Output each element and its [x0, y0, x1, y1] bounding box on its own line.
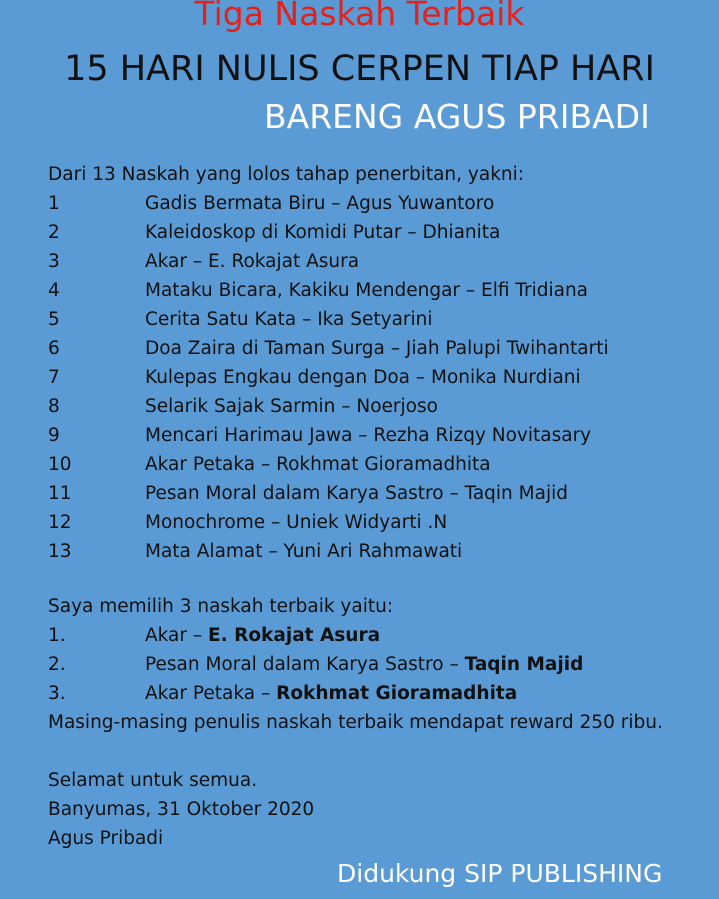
best-item-author: Rokhmat Gioramadhita: [276, 683, 518, 704]
list-item-text: Selarik Sajak Sarmin – Noerjoso: [145, 396, 438, 417]
manuscript-list: [48, 189, 609, 566]
list-item-number: 1: [48, 193, 60, 214]
list-item-number: 10: [48, 454, 72, 475]
list-item-text: Mataku Bicara, Kakiku Mendengar – Elfi Tridiana: [145, 280, 589, 301]
list-item-number: 13: [48, 541, 72, 562]
closing-block: [48, 766, 314, 853]
list-item-text: Akar Petaka – Rokhmat Gioramadhita: [145, 454, 491, 475]
list-item: [48, 537, 609, 566]
list-item-text: Monochrome – Uniek Widyarti .N: [145, 512, 448, 533]
best-list: [48, 621, 583, 708]
best-item-author: Taqin Majid: [464, 654, 584, 675]
list-item-number: 12: [48, 512, 72, 533]
headline-main: 15 HARI NULIS CERPEN TIAP HARI: [64, 49, 655, 89]
list-item-number: 2: [48, 222, 60, 243]
best-item-author: E. Rokajat Asura: [208, 625, 381, 646]
list-item: [48, 392, 609, 421]
greeting-text: Selamat untuk semua.: [48, 770, 258, 791]
best-item-number: 2.: [48, 654, 66, 675]
list-item-number: 9: [48, 425, 60, 446]
best-item-number: 3.: [48, 683, 66, 704]
list-item-number: 8: [48, 396, 60, 417]
best-intro-text: Saya memilih 3 naskah terbaik yaitu:: [48, 596, 394, 617]
list-item: [48, 189, 609, 218]
list-item-number: 3: [48, 251, 60, 272]
best-item-title: Akar Petaka –: [145, 683, 277, 704]
list-item: [48, 218, 609, 247]
list-item-number: 11: [48, 483, 72, 504]
footer-sponsor: Didukung SIP PUBLISHING: [337, 859, 663, 888]
list-item: [48, 363, 609, 392]
place-date-text: Banyumas, 31 Oktober 2020: [48, 799, 315, 820]
list-item-text: Doa Zaira di Taman Surga – Jiah Palupi Twihantarti: [145, 338, 609, 359]
list-item-number: 4: [48, 280, 60, 301]
best-list-item: [48, 650, 583, 679]
best-item-number: 1.: [48, 625, 66, 646]
list-item-text: Pesan Moral dalam Karya Sastro – Taqin Majid: [145, 483, 568, 504]
list-item: [48, 276, 609, 305]
list-item-text: Gadis Bermata Biru – Agus Yuwantoro: [145, 193, 495, 214]
list-item-number: 6: [48, 338, 60, 359]
list-item: [48, 247, 609, 276]
list-item-number: 5: [48, 309, 60, 330]
reward-text: Masing-masing penulis naskah terbaik mendapat reward 250 ribu.: [48, 712, 663, 733]
list-item-text: Kaleidoskop di Komidi Putar – Dhianita: [145, 222, 501, 243]
best-list-item: [48, 679, 583, 708]
list-item-text: Akar – E. Rokajat Asura: [145, 251, 360, 272]
intro-text: Dari 13 Naskah yang lolos tahap penerbitan, yakni:: [48, 164, 525, 185]
best-list-item: [48, 621, 583, 650]
list-item-number: 7: [48, 367, 60, 388]
headline-subtitle: BARENG AGUS PRIBADI: [264, 97, 650, 136]
list-item-text: Cerita Satu Kata – Ika Setyarini: [145, 309, 433, 330]
list-item: [48, 421, 609, 450]
list-item-text: Kulepas Engkau dengan Doa – Monika Nurdiani: [145, 367, 581, 388]
list-item-text: Mencari Harimau Jawa – Rezha Rizqy Novitasary: [145, 425, 592, 446]
list-item: [48, 479, 609, 508]
list-item: [48, 450, 609, 479]
best-item-title: Pesan Moral dalam Karya Sastro –: [145, 654, 465, 675]
headline-red: Tiga Naskah Terbaik: [194, 0, 525, 33]
list-item: [48, 508, 609, 537]
signature-text: Agus Pribadi: [48, 828, 164, 849]
list-item-text: Mata Alamat – Yuni Ari Rahmawati: [145, 541, 463, 562]
list-item: [48, 334, 609, 363]
best-item-title: Akar –: [145, 625, 208, 646]
list-item: [48, 305, 609, 334]
